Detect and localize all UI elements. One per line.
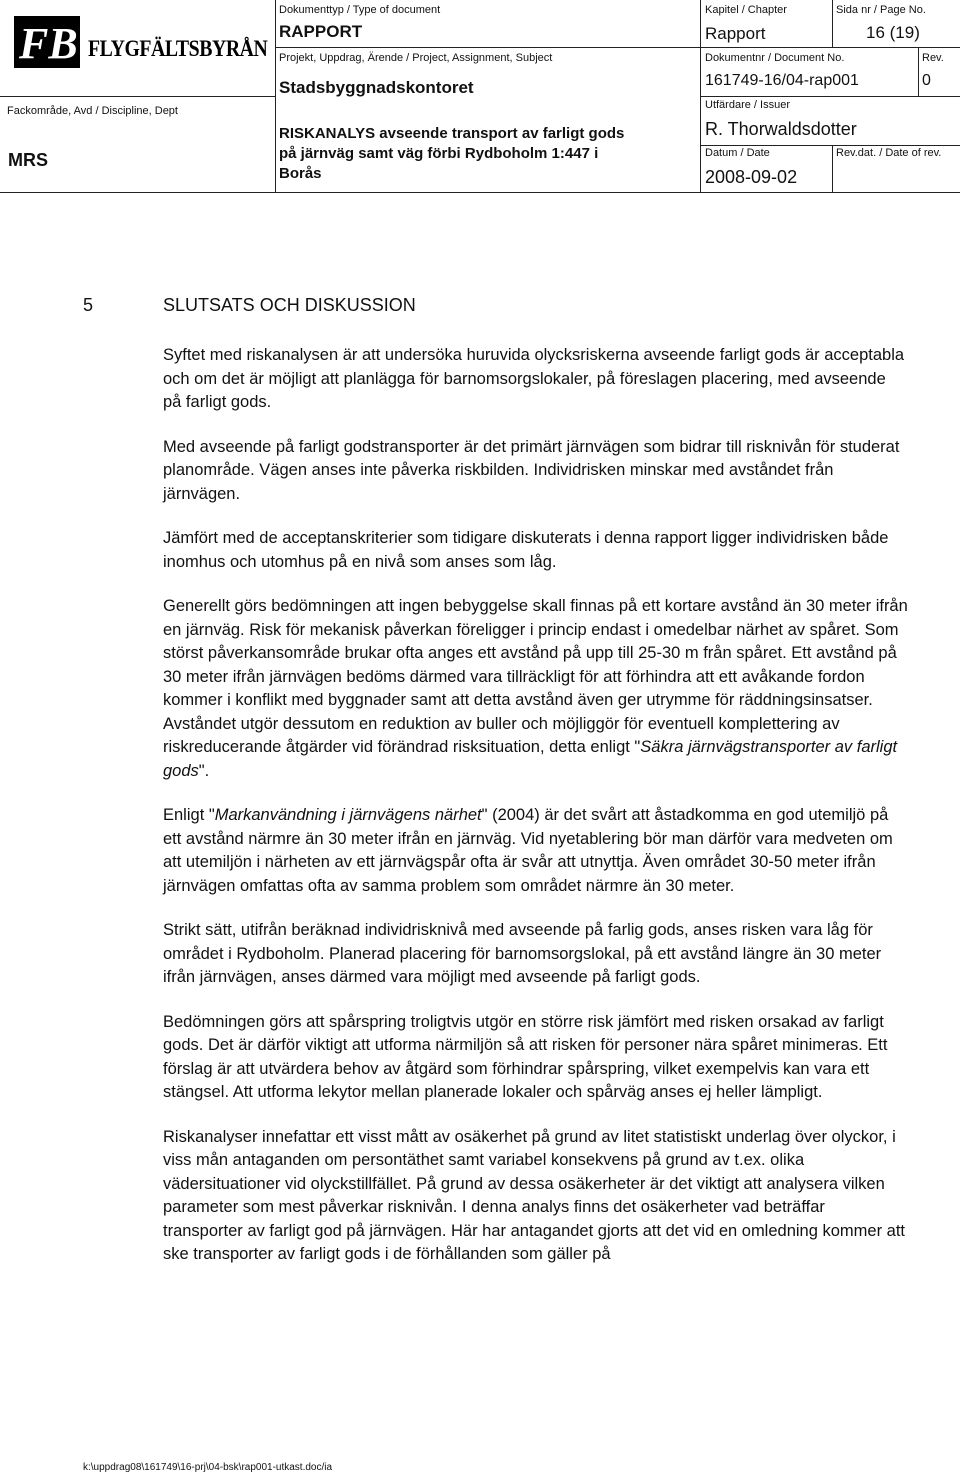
issuer-label: Utfärdare / Issuer <box>705 99 790 111</box>
body-text <box>163 344 908 1288</box>
doctype-value: RAPPORT <box>279 22 363 41</box>
header-divider <box>0 192 960 193</box>
svg-text:FB: FB <box>19 19 78 68</box>
issuer-value: R. Thorwaldsdotter <box>705 119 857 139</box>
logo-company-name: FLYGFÄLTSBYRÅN <box>88 36 268 61</box>
paragraph: Syftet med riskanalysen är att undersöka huruvida olycksriskerna avseende farligt gods är acceptabla och om det är möjligt att planlägga för barnomsorgslokaler, på föreslagen placering, med avseende på farligt gods. <box>163 346 905 411</box>
page-value: 16 (19) <box>866 23 920 42</box>
revdate-label: Rev.dat. / Date of rev. <box>836 147 942 159</box>
project-label: Projekt, Uppdrag, Ärende / Project, Assignment, Subject <box>279 52 553 64</box>
paragraph <box>163 804 908 898</box>
paragraph-text: " (2004) är det svårt att åstadkomma en god utemiljö på ett avstånd närmre än 30 meter ifrån en järnväg. Vid nyetablering bör man därför vara medveten om att utemiljön i närheten av ett järnvägspår ofta är svår att utnyttja. Även området 30-50 meter ifrån järnvägen omfattas ofta av samma problem som området närmre än 30 meter. <box>163 806 893 895</box>
company-logo <box>0 0 275 96</box>
chapter-label: Kapitel / Chapter <box>705 4 787 16</box>
header-divider <box>918 47 919 97</box>
fb-logo-icon <box>14 16 80 68</box>
paragraph-text: ". <box>198 761 210 780</box>
discipline-label: Fackområde, Avd / Discipline, Dept <box>7 105 178 117</box>
paragraph: Riskanalyser innefattar ett visst mått av osäkerhet på grund av litet statistiskt underlag över olyckor, i viss mån antaganden om persontäthet samt variabel konsekvens på grund av t.ex. olika vädersituationer vid olyckstillfället. På grund av dessa osäkerheter är det viktigt att analysera vilken parameter som mest påverkar risknivån. I denna analys finns det osäkerheter vad beträffar transporter av farligt god på järnvägen. Här har antagandet gjorts att det vid en omledning kommer att ske transporter av farligt gods i de förhållanden som gäller på <box>163 1127 906 1263</box>
paragraph: Med avseende på farligt godstransporter är det primärt järnvägen som bidrar till risknivån för studerat planområde. Vägen anses inte påverka riskbilden. Individrisken minskar med avståndet från järnvägen. <box>163 437 900 503</box>
section-title: SLUTSATS OCH DISKUSSION <box>163 295 416 315</box>
discipline-value: MRS <box>8 150 48 170</box>
header-divider <box>832 0 833 47</box>
project-title-line3: Borås <box>279 165 322 182</box>
header-divider <box>700 96 960 97</box>
paragraph-text: Enligt " <box>163 806 215 824</box>
section-heading <box>83 295 416 316</box>
date-value: 2008-09-02 <box>705 167 798 187</box>
project-title-line2: på järnväg samt väg förbi Rydboholm 1:447 i <box>279 145 599 162</box>
section-number: 5 <box>83 295 94 315</box>
project-client: Stadsbyggnadskontoret <box>279 78 474 97</box>
paragraph: Strikt sätt, utifrån beräknad individrisknivå med avseende på farlig gods, anses risken vara låg för området i Rydboholm. Planerad placering för barnomsorgslokal, på ett avstånd längre än 30 meter ifrån järnvägen, anses därmed vara möjligt med avseende på farligt gods. <box>163 921 882 986</box>
header-divider <box>832 145 833 192</box>
doctype-label: Dokumenttyp / Type of document <box>279 4 441 16</box>
paragraph: Bedömningen görs att spårspring troligtvis utgör en större risk jämfört med risken orsakad av farligt gods. Det är därför viktigt att utforma närmiljön så att risken för personer nära spåret minimeras. Ett förslag är att utvärdera behov av åtgärd som förhindrar spårspring, vilket exempelvis kan vara ett stängsel. Att utforma lekytor mellan planerade lokaler och spårväg anses ej heller lämpligt. <box>163 1012 888 1101</box>
paragraph <box>163 595 908 783</box>
docnr-value: 161749-16/04-rap001 <box>705 72 859 89</box>
page-label: Sida nr / Page No. <box>836 4 926 16</box>
header-divider <box>275 47 960 48</box>
document-header <box>0 0 960 192</box>
project-title-line1: RISKANALYS avseende transport av farligt gods <box>279 125 625 142</box>
cited-title: Säkra järnvägstransporter av farligt gods <box>163 738 898 780</box>
docnr-label: Dokumentnr / Document No. <box>705 52 845 64</box>
paragraph: Jämfört med de acceptanskriterier som tidigare diskuterats i denna rapport ligger individrisken både inomhus och utomhus på en nivå som anses som låg. <box>163 529 889 571</box>
paragraph-text: Generellt görs bedömningen att ingen bebyggelse skall finnas på ett kortare avstånd än 30 meter ifrån en järnväg. Risk för mekanisk påverkan föreligger i princip endast i omedelbar närhet av spåret. Som störst påverkansområde brukar ofta anges ett avstånd på upp till 25-30 m från spåret. Ett avstånd på 30 meter ifrån järnvägen bedöms därmed vara tillräckligt för att förhindra att ett avåkande fordon kommer i konflikt med byggnader samt att detta avstånd även ger utrymme för räddningsinsatser. Avståndet utgör dessutom en reduktion av buller och möjliggör för eventuell komplettering av riskreducerande åtgärder vid förändrad risksituation, detta enligt " <box>163 597 908 756</box>
cited-title: Markanvändning i järnvägens närhet <box>214 806 482 824</box>
footer-file-path: k:\uppdrag08\161749\16-prj\04-bsk\rap001-utkast.doc/ia <box>83 1462 333 1473</box>
rev-label: Rev. <box>922 52 944 64</box>
header-divider <box>275 0 276 192</box>
chapter-value: Rapport <box>705 24 766 43</box>
rev-value: 0 <box>922 72 931 89</box>
header-divider <box>0 96 275 97</box>
header-divider <box>700 145 960 146</box>
date-label: Datum / Date <box>705 147 770 159</box>
